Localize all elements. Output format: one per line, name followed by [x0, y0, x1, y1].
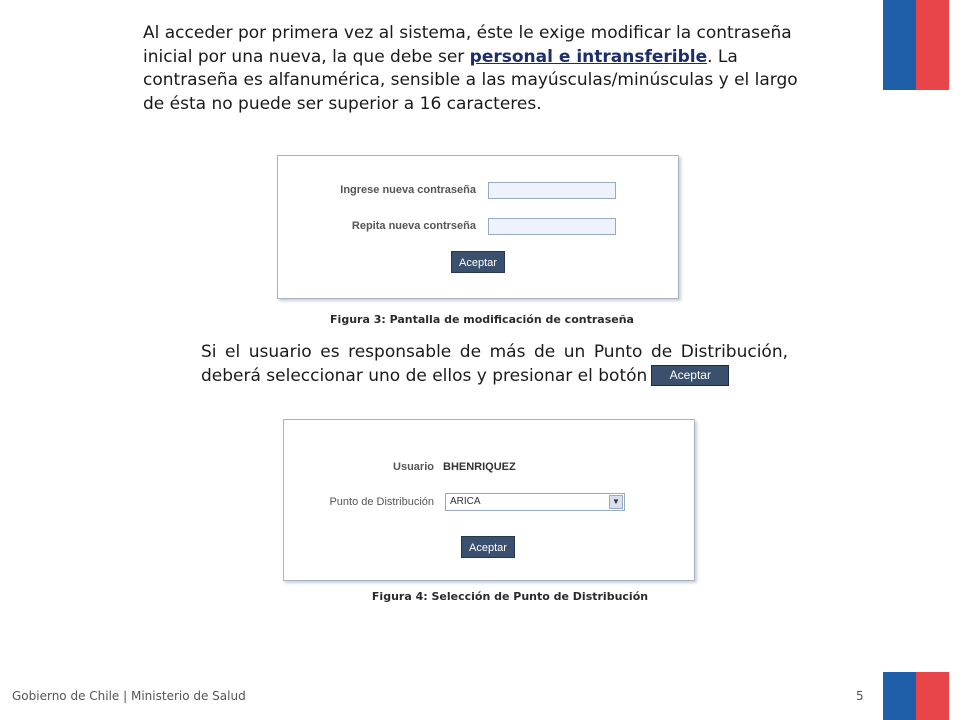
- distribution-point-value: ARICA: [450, 496, 481, 507]
- repeat-password-label: Repita nueva contrseña: [351, 220, 476, 232]
- page-number: 5: [856, 689, 864, 703]
- distribution-point-select[interactable]: [445, 493, 625, 511]
- password-change-screenshot: [277, 155, 679, 299]
- accept-button-fig4[interactable]: Aceptar: [461, 536, 515, 558]
- chevron-down-icon[interactable]: ▼: [609, 495, 623, 509]
- distribution-paragraph: [201, 341, 788, 388]
- distribution-text: Si el usuario es responsable de más de un Punto de Distribución, deberá seleccionar uno de ellos y presionar el botón: [201, 342, 788, 386]
- figure3-caption: Figura 3: Pantalla de modificación de contraseña: [330, 313, 634, 326]
- new-password-label: Ingrese nueva contraseña: [340, 184, 476, 196]
- repeat-password-field[interactable]: [488, 218, 616, 235]
- accept-button-fig3[interactable]: Aceptar: [451, 251, 505, 273]
- intro-text-2: . La contraseña es alfanumérica, sensible a las mayúsculas/minúsculas y el largo de ésta no puede ser superior a 16 caracteres.: [143, 46, 798, 114]
- figure4-caption: Figura 4: Selección de Punto de Distribución: [371, 590, 649, 603]
- flag-red-stripe: [916, 672, 949, 720]
- footer-text: Gobierno de Chile | Ministerio de Salud: [12, 689, 246, 703]
- inline-accept-button: Aceptar: [651, 365, 729, 386]
- intro-emphasis: personal e intransferible: [469, 46, 708, 67]
- distribution-point-label: Punto de Distribución: [329, 496, 434, 508]
- flag-logo-top: [883, 0, 949, 90]
- new-password-field[interactable]: [488, 182, 616, 199]
- user-label: Usuario: [393, 461, 434, 473]
- flag-logo-bottom: [883, 672, 949, 720]
- flag-blue-stripe: [883, 672, 916, 720]
- flag-red-stripe: [916, 0, 949, 90]
- intro-paragraph: [143, 22, 823, 116]
- flag-blue-stripe: [883, 0, 916, 90]
- intro-text-1: Al acceder por primera vez al sistema, éste le exige modificar la contraseña inicial por una nueva, la que debe ser: [143, 23, 792, 67]
- user-value: BHENRIQUEZ: [443, 461, 516, 473]
- distribution-selection-screenshot: [283, 419, 695, 581]
